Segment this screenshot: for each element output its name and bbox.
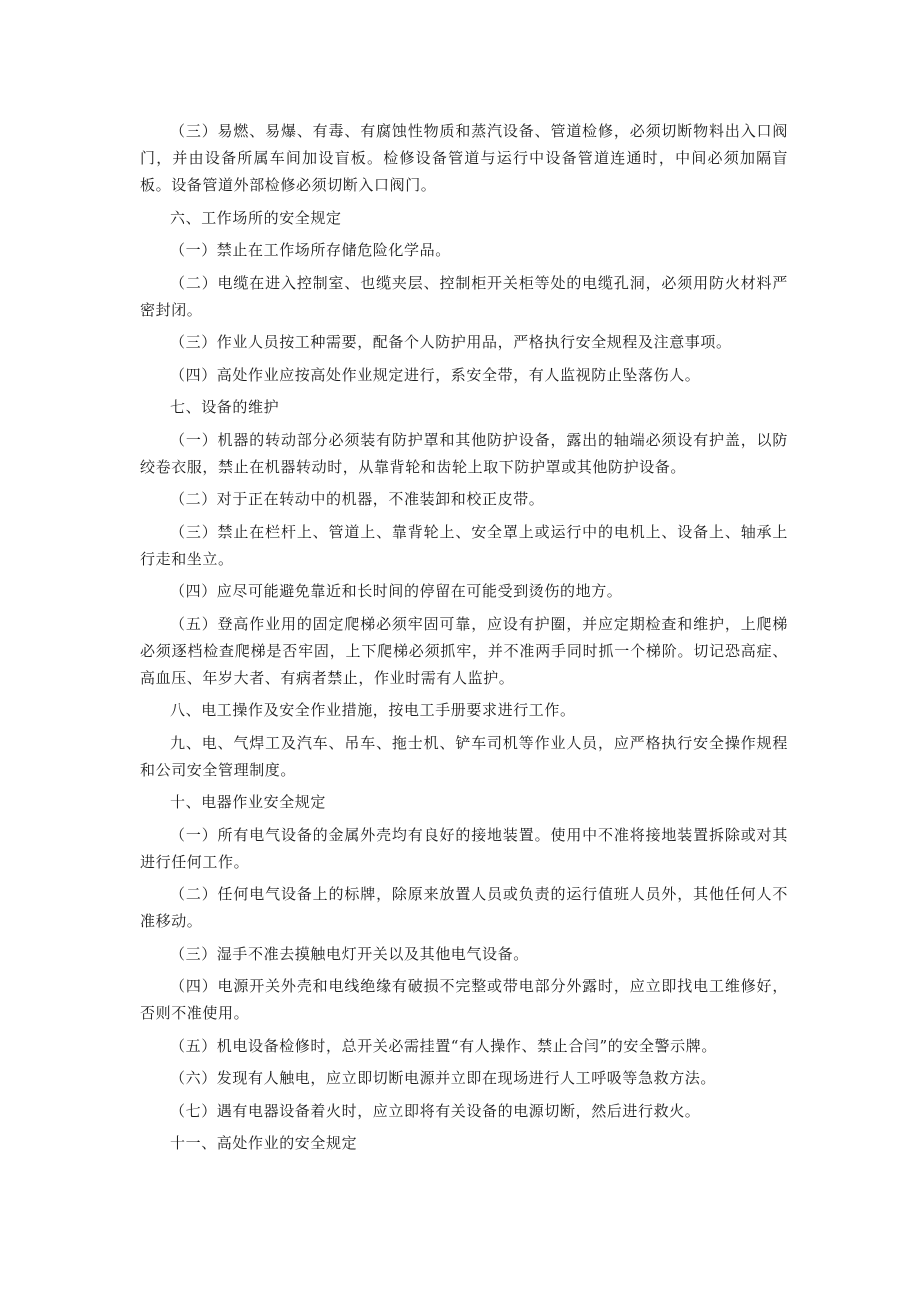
paragraph: （四）电源开关外壳和电线绝缘有破损不完整或带电部分外露时，应立即找电工维修好，否则不准使用。 xyxy=(140,977,788,1022)
paragraph: （二）对于正在转动中的机器，不准装卸和校正皮带。 xyxy=(170,490,545,508)
section-heading: 六、工作场所的安全规定 xyxy=(170,208,342,227)
paragraph: （三）湿手不准去摸触电灯开关以及其他电气设备。 xyxy=(170,944,529,963)
paragraph: （五）机电设备检修时，总开关必需挂置“有人操作、禁止合闫”的安全警示牌。 xyxy=(170,1036,717,1055)
paragraph: （一）机器的转动部分必须装有防护罩和其他防护设备，露出的轴端必须设有护盖，以防绞卷衣服，禁止在机器转动时，从靠背轮和齿轮上取下防护罩或其他防护设备。 xyxy=(140,430,788,476)
section-heading: 八、电工操作及安全作业措施，按电工手册要求进行工作。 xyxy=(170,701,576,719)
paragraph: （三）作业人员按工种需要，配备个人防护用品，严格执行安全规程及注意事项。 xyxy=(170,333,732,351)
paragraph: （七）遇有电器设备着火时，应立即将有关设备的电源切断，然后进行救火。 xyxy=(170,1101,701,1120)
paragraph: （二）任何电气设备上的标牌，除原来放置人员或负责的运行值班人员外，其他任何人不准移动。 xyxy=(140,885,788,930)
paragraph: （五）登高作业用的固定爬梯必须牢固可靠，应设有护圈，并应定期检查和维护，上爬梯必须逐档检查爬梯是否牢固，上下爬梯必须抓牢，并不准两手同时抓一个梯阶。切记恐高症、高血压、年岁大者、有病者禁止，作业时需有人监护。 xyxy=(140,614,788,687)
paragraph: （三）易燃、易爆、有毒、有腐蚀性物质和蒸汽设备、管道检修，必须切断物料出入口阀门，并由设备所属车间加设盲板。检修设备管道与运行中设备管道连通时，中间必须加隔盲板。设备管道外部检修必须切断入口阀门。 xyxy=(140,122,788,194)
section-heading: 七、设备的维护 xyxy=(170,398,280,416)
paragraph: （四）高处作业应按高处作业规定进行，系安全带，有人监视防止坠落伤人。 xyxy=(170,365,701,384)
paragraph: （二）电缆在进入控制室、也缆夹层、控制柜开关柜等处的电缆孔洞，必须用防火材料严密封闭。 xyxy=(140,273,788,319)
paragraph: （一）禁止在工作场所存储危险化学品。 xyxy=(170,241,451,259)
section-heading: 九、电、气焊工及汽车、吊车、拖士机、铲车司机等作业人员，应严格执行安全操作规程和公司安全管理制度。 xyxy=(140,733,788,779)
paragraph: （一）所有电气设备的金属外壳均有良好的接地装置。使用中不准将接地装置拆除或对其进行任何工作。 xyxy=(140,825,788,871)
paragraph: （四）应尽可能避免靠近和长时间的停留在可能受到烫伤的地方。 xyxy=(170,582,623,600)
paragraph: （六）发现有人触电，应立即切断电源并立即在现场进行人工呼吸等急救方法。 xyxy=(170,1069,717,1087)
section-heading: 十、电器作业安全规定 xyxy=(170,793,327,811)
section-heading: 十一、高处作业的安全规定 xyxy=(170,1134,358,1152)
document-page xyxy=(140,118,788,1157)
paragraph: （三）禁止在栏杆上、管道上、靠背轮上、安全罩上或运行中的电机上、设备上、轴承上行走和坐立。 xyxy=(140,522,788,568)
